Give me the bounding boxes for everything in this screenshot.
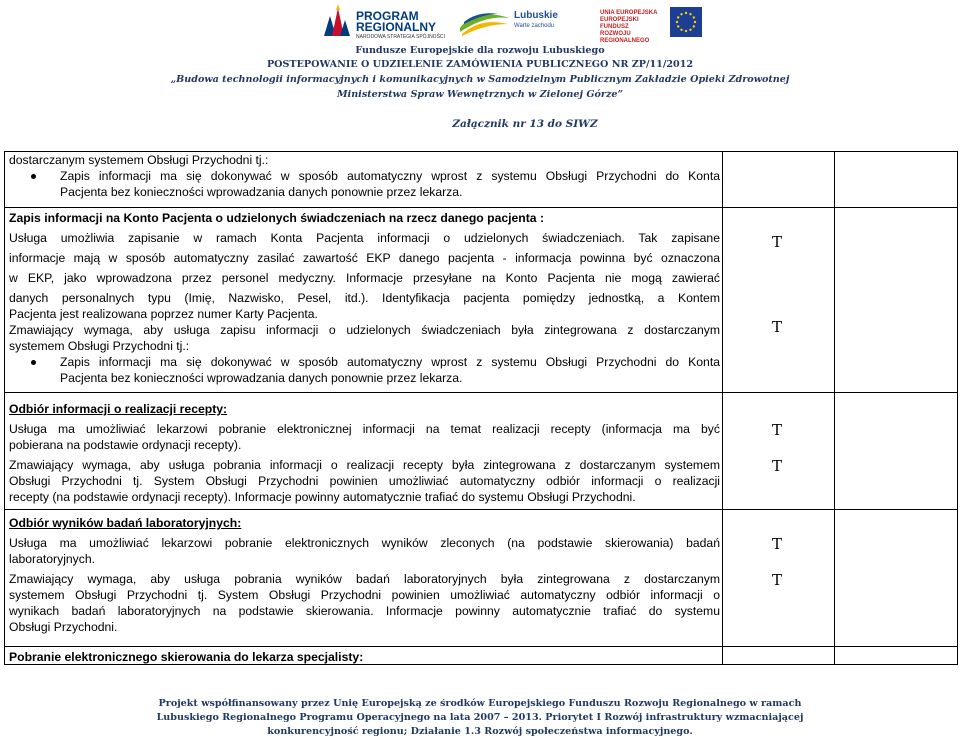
header-line-2: POSTEPOWANIE O UDZIELENIE ZAMÓWIENIA PUBLICZNEGO NR ZP/11/2012 — [266, 59, 694, 70]
row2-bullet: Zapis informacji ma się dokonywać w sposób automatyczny wprost z systemu Obsługi Przychodni do Konta Pacjenta bez konieczności wprowadzania danych ponownie przez lekarza. — [9, 354, 720, 386]
row2-compliance-mark-1: T — [772, 233, 783, 251]
table-row-4: Odbiór wyników badań laboratoryjnych: Usługa ma umożliwiać lekarzowi pobranie elektronicznych wyników zleconych (na podstawie skierowania) badań laboratoryjnych. Zmawiający wymaga, aby usługa pobrania wyników badań laboratoryjnych była zintegrowana z dostarczanym systemem Obsługi Przychodni tj. System Obsługi Przychodni powinien umożliwiać automatyczny odbiór informacji o wynikach badań laboratoryjnych na podstawie skierowania. Informacje powinny automatycznie trafiać do systemu Obsługi Przychodni. — [9, 515, 724, 635]
footer-line-3: konkurencyjność regionu; Działanie 1.3 Rozwój społeczeństwa informacyjnego. — [267, 726, 693, 737]
table-column-divider-2 — [834, 151, 835, 665]
row-divider-4 — [4, 646, 958, 647]
table-border-right — [957, 151, 958, 665]
row4-heading: Odbiór wyników badań laboratoryjnych: — [9, 516, 242, 530]
header-line-3: „Budowa technologii informacyjnych i komunikacyjnych w Samodzielnym Publicznym Zakładzie Opieki Zdrowotnej — [170, 74, 790, 85]
logo-bar — [0, 0, 960, 44]
row3-compliance-mark-1: T — [772, 421, 783, 439]
row1-text: dostarczanym systemem Obsługi Przychodni tj.: — [9, 153, 269, 167]
header-line-1: Fundusze Europejskie dla rozwoju Lubuskiego — [355, 45, 605, 56]
table-row-5 — [9, 649, 724, 665]
row4-compliance-mark-2: T — [772, 571, 783, 589]
row1-bullet: Zapis informacji ma się dokonywać w sposób automatyczny wprost z systemu Obsługi Przychodni do Konta Pacjenta bez konieczności wprowadzania danych ponownie przez lekarza. — [9, 168, 720, 200]
header-line-4: Ministerstwa Spraw Wewnętrznych w Zielonej Górze” — [336, 89, 624, 100]
annex-label: Załącznik nr 13 do SIWZ — [452, 118, 598, 130]
row3-compliance-mark-2: T — [772, 457, 783, 475]
row-divider-3 — [4, 509, 958, 510]
table-row-1 — [9, 152, 724, 200]
program-regionalny-subtitle: NARODOWA STRATEGIA SPÓJNOŚCI — [356, 34, 445, 40]
lubuskie-logo — [458, 6, 578, 40]
lubuskie-wave-icon — [458, 8, 512, 38]
lubuskie-title: Lubuskie — [514, 10, 558, 21]
row4-compliance-mark-1: T — [772, 535, 783, 553]
row2-compliance-mark-2: T — [772, 318, 783, 336]
eu-flag-icon — [670, 7, 702, 37]
row-divider-1 — [4, 207, 958, 208]
bullet-icon — [31, 174, 36, 179]
row-divider-2 — [4, 392, 958, 393]
row2-heading: Zapis informacji na Konto Pacjenta o udzielonych świadczeniach na rzecz danego pacjenta : — [9, 211, 545, 225]
requirements-table — [4, 151, 958, 665]
eu-logo — [600, 4, 706, 44]
lubuskie-subtitle: Warte zachodu — [514, 23, 555, 29]
row3-heading: Odbiór informacji o realizacji recepty: — [9, 402, 228, 416]
bullet-icon — [31, 360, 36, 365]
table-border-left — [4, 151, 5, 665]
table-row-2: Zapis informacji na Konto Pacjenta o udzielonych świadczeniach na rzecz danego pacjenta : Usługa umożliwia zapisanie w ramach Konta Pacjenta informacji o udzielonych świadczeniach. Tak zapisane informacje mają w sposób automatyczny zasilać zawartość EKP danego pacjenta - informacja powinna być oznaczona w EKP, jako wprowadzona przez personel medyczny. Informacje przesyłane na Konto Pacjenta nie mogą zawierać danych personalnych typu (Imię, Nazwisko, Pesel, itd.). Identyfikacja pacjenta pomiędzy jednostką, a Kontem Pacjenta jest realizowana poprzez numer Karty Pacjenta. Zmawiający wymaga, aby usługa zapisu informacji o udzielonych świadczeniach była zintegrowana z dostarczanym systemem Obsługi Przychodni tj.: Zapis informacji ma się dokonywać w sposób automatyczny wprost z systemu Obsługi Przychodni do Konta Pacjenta bez konieczności wprowadzania danych ponownie przez lekarza. — [9, 210, 724, 386]
program-regionalny-emblem-icon — [318, 2, 354, 40]
eu-logo-text: UNIA EUROPEJSKA EUROPEJSKI FUNDUSZ ROZWOJU REGIONALNEGO — [600, 10, 658, 44]
document-footer — [0, 697, 960, 739]
program-regionalny-logo — [318, 2, 445, 42]
table-row-3: Odbiór informacji o realizacji recepty: Usługa ma umożliwiać lekarzowi pobranie elektronicznej informacji na temat realizacji recepty (informacja ma być pobierana na podstawie ordynacji recepty). Zmawiający wymaga, aby usługa pobrania informacji o realizacji recepty była zintegrowana z dostarczanym systemem Obsługi Przychodni tj. System Obsługi Przychodni powinien umożliwiać automatyczny odbiór informacji o realizacji recepty (na podstawie ordynacji recepty). Informacje powinny automatycznie trafiać do systemu Obsługi Przychodni. — [9, 401, 724, 505]
row5-heading: Pobranie elektronicznego skierowania do lekarza specjalisty: — [9, 650, 364, 664]
footer-line-1: Projekt współfinansowany przez Unię Europejską ze środków Europejskiego Funduszu Rozwoju Regionalnego w ramach — [158, 698, 802, 709]
footer-line-2: Lubuskiego Regionalnego Programu Operacyjnego na lata 2007 – 2013. Priorytet I Rozwój infrastruktury wzmacniającej — [156, 712, 804, 723]
program-regionalny-title: PROGRAM REGIONALNY — [356, 9, 437, 34]
